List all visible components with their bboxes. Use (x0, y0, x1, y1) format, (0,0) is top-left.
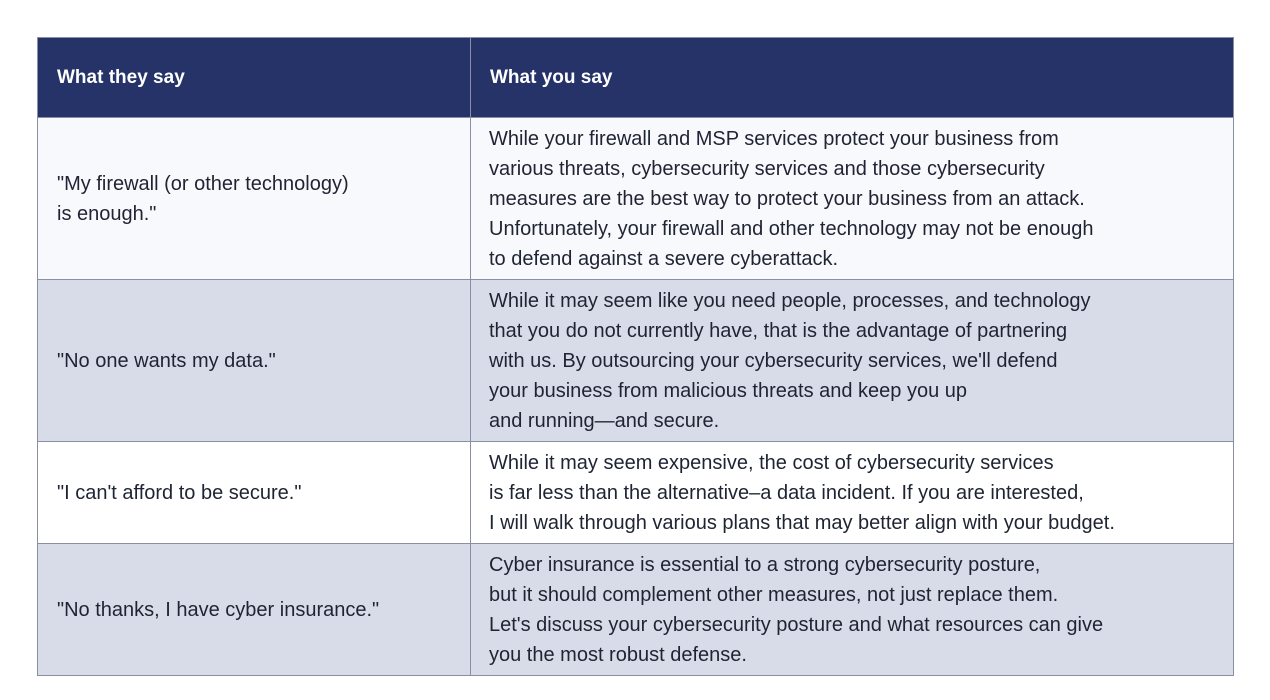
objection-cell (38, 280, 471, 442)
response-line: that you do not currently have, that is the advantage of partnering (489, 319, 1068, 342)
objection-cell (38, 118, 471, 280)
response-line: your business from malicious threats and keep you up (489, 379, 968, 402)
objection-line: "No one wants my data." (57, 349, 276, 372)
response-cell (471, 280, 1234, 442)
table-row (38, 442, 1234, 544)
response-line: to defend against a severe cyberattack. (489, 247, 839, 270)
response-line: Let's discuss your cybersecurity posture and what resources can give (489, 613, 1104, 636)
response-cell (471, 442, 1234, 544)
response-cell (471, 118, 1234, 280)
header-what-they-say: What they say (38, 38, 471, 118)
objection-response-table (37, 37, 1234, 676)
response-line: I will walk through various plans that may better align with your budget. (489, 511, 1115, 534)
response-line: but it should complement other measures, not just replace them. (489, 583, 1059, 606)
objection-line: "I can't afford to be secure." (57, 481, 302, 504)
response-line: While it may seem expensive, the cost of cybersecurity services (489, 451, 1054, 474)
response-line: Cyber insurance is essential to a strong cybersecurity posture, (489, 553, 1041, 576)
response-line: While it may seem like you need people, processes, and technology (489, 289, 1091, 312)
objection-line: "My firewall (or other technology) (57, 172, 349, 195)
response-cell (471, 544, 1234, 676)
response-line: with us. By outsourcing your cybersecurity services, we'll defend (489, 349, 1058, 372)
response-line: you the most robust defense. (489, 643, 747, 666)
response-line: and running—and secure. (489, 409, 720, 432)
response-line: various threats, cybersecurity services and those cybersecurity (489, 157, 1045, 180)
response-line: While your firewall and MSP services protect your business from (489, 127, 1059, 150)
objection-cell (38, 544, 471, 676)
table-row (38, 280, 1234, 442)
response-line: is far less than the alternative–a data incident. If you are interested, (489, 481, 1084, 504)
objection-line: is enough." (57, 202, 157, 225)
header-what-you-say: What you say (471, 38, 1234, 118)
objection-cell (38, 442, 471, 544)
table-header-row (38, 38, 1234, 118)
table-row (38, 544, 1234, 676)
response-line: measures are the best way to protect your business from an attack. (489, 187, 1085, 210)
table-row (38, 118, 1234, 280)
response-line: Unfortunately, your firewall and other technology may not be enough (489, 217, 1094, 240)
objection-table-container (37, 37, 1233, 676)
objection-line: "No thanks, I have cyber insurance." (57, 598, 380, 621)
